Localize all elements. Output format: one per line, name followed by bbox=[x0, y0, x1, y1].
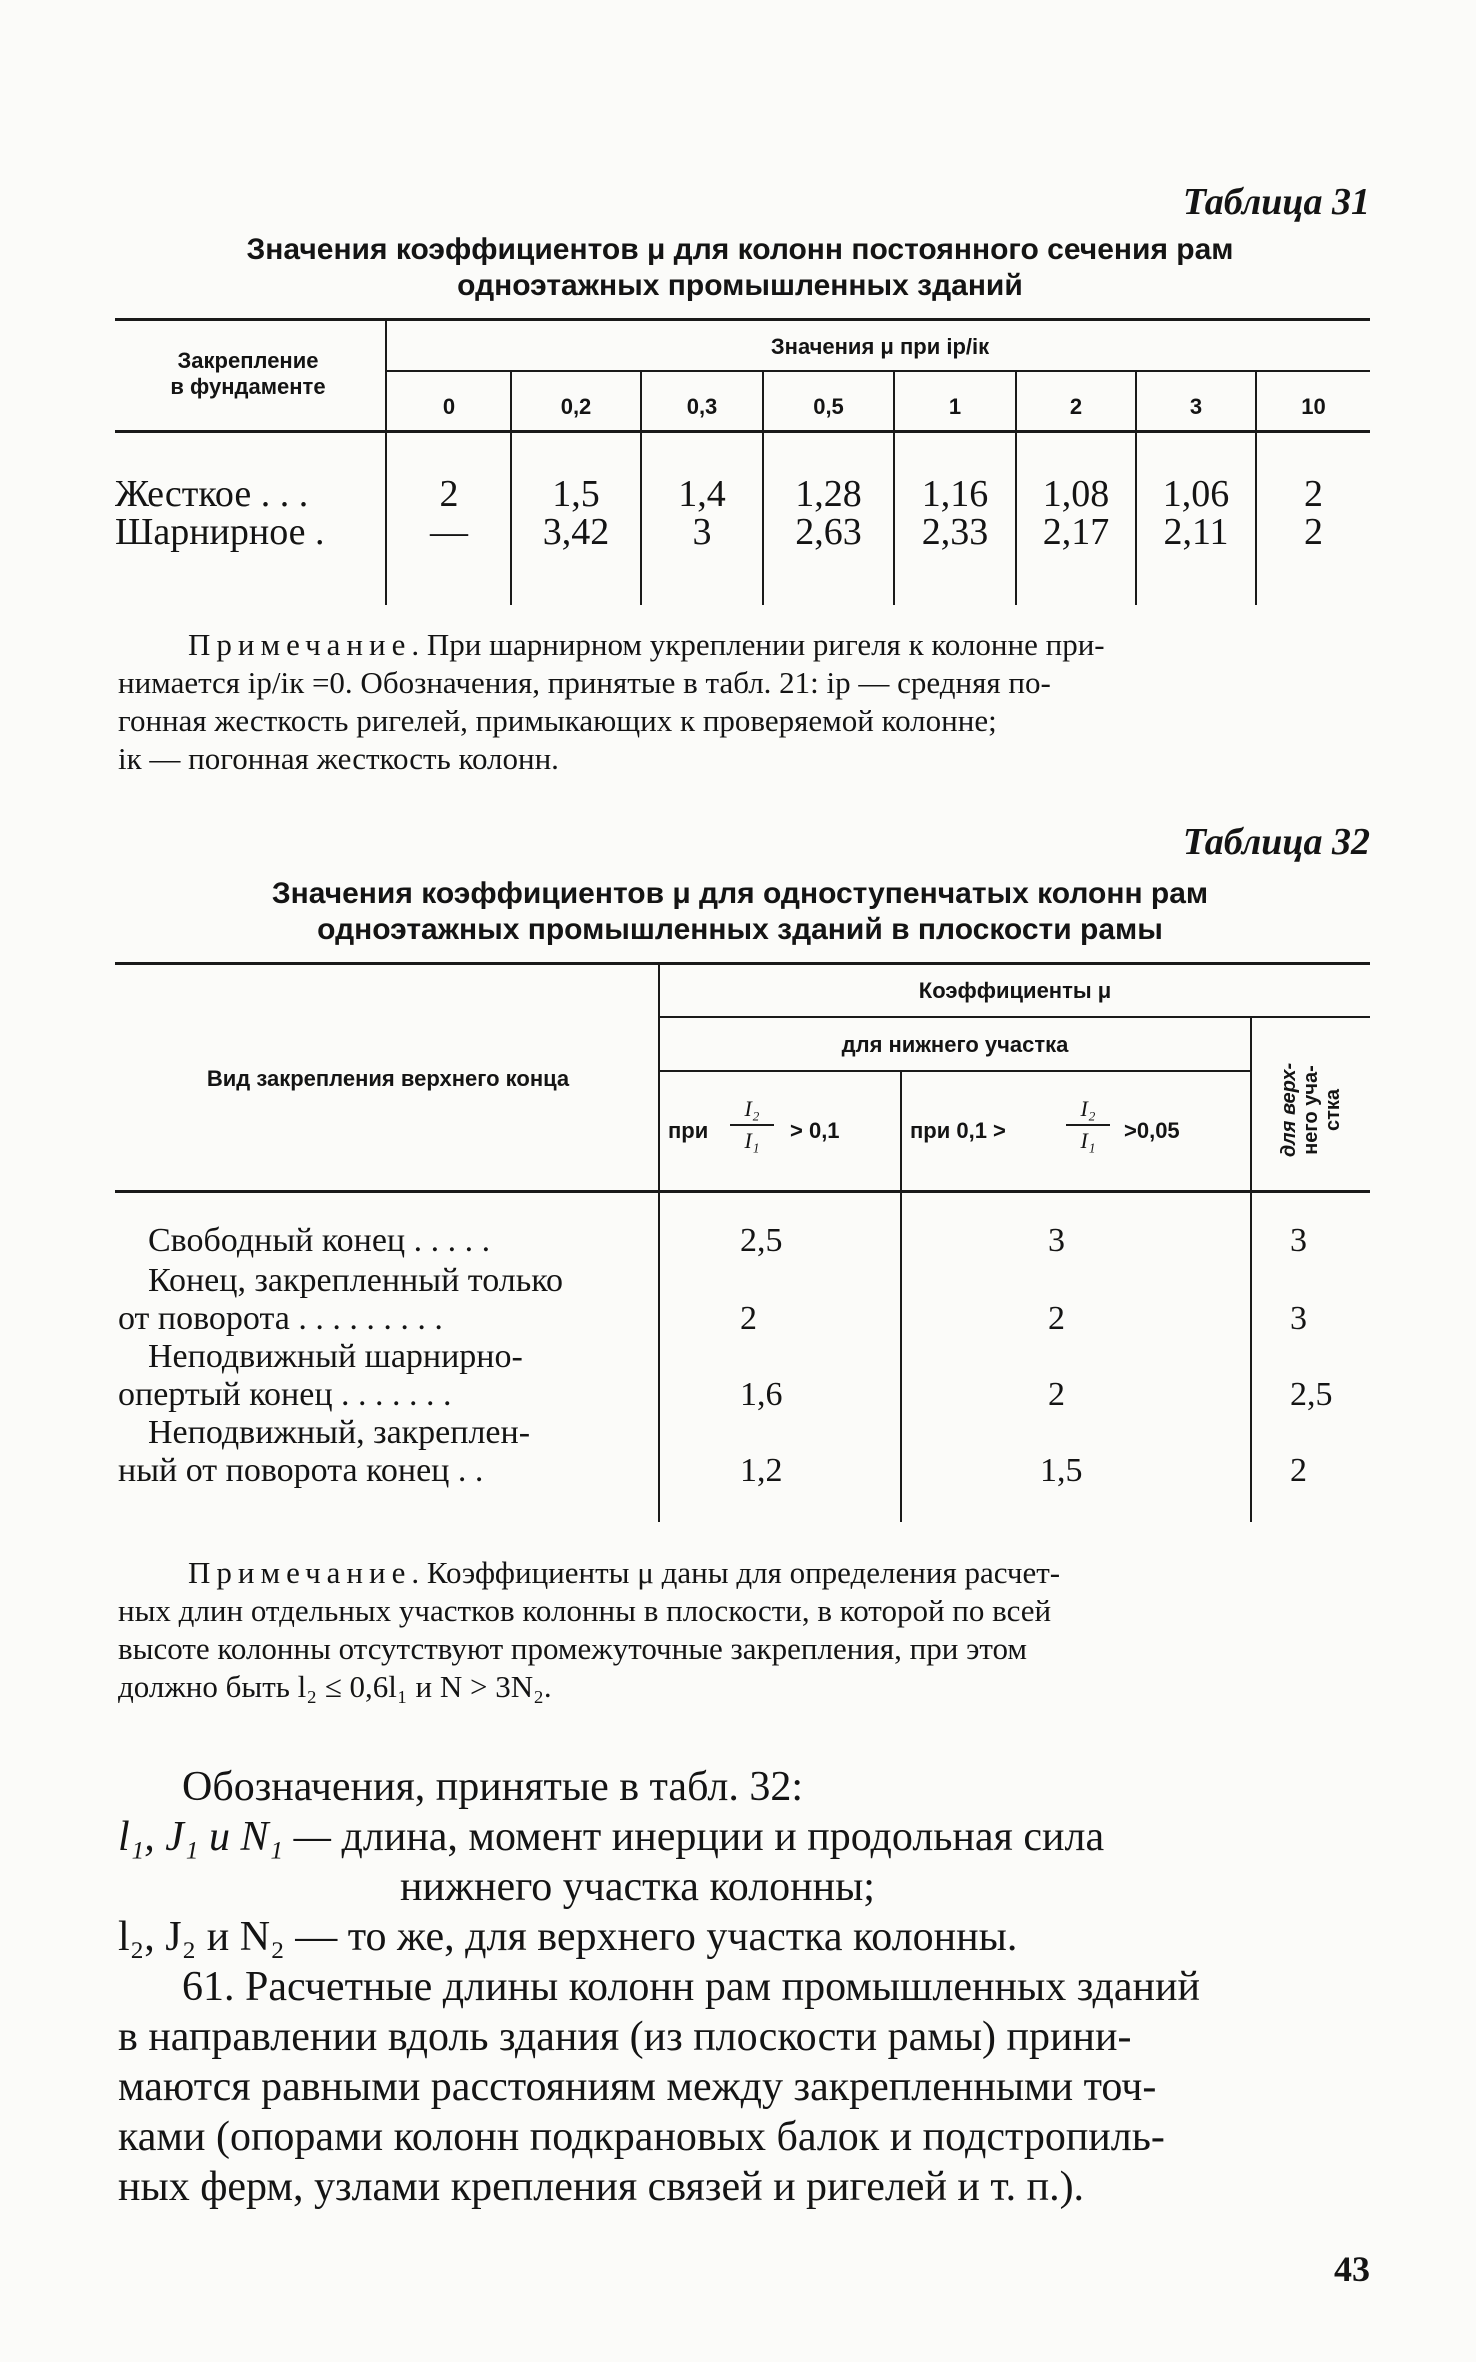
table32-upper-header-line3: стка bbox=[1322, 1088, 1344, 1132]
table31-cell: 2,33 bbox=[921, 511, 989, 553]
table32-row-label-line: Конец, закрепленный только bbox=[148, 1262, 564, 1299]
table31-ratio: 0,2 bbox=[560, 394, 592, 419]
table32-cond1-fraction bbox=[730, 1096, 774, 1154]
table31-cell: 1,5 bbox=[552, 473, 600, 515]
table31-cell: 2 bbox=[1304, 511, 1323, 553]
table31-cell: 1,28 bbox=[795, 473, 862, 515]
fraction-numerator: I₂ bbox=[744, 1096, 760, 1121]
table31-cell: 1,06 bbox=[1162, 473, 1230, 515]
table31-note-line4: iк — погонная жесткость колонн. bbox=[118, 741, 559, 776]
table32-row-label-line: опертый конец . . . . . . . bbox=[118, 1376, 452, 1413]
table31-cell: 2,11 bbox=[1163, 511, 1229, 553]
table31-cell: — bbox=[430, 511, 468, 553]
table32-cell: 1,6 bbox=[740, 1376, 783, 1413]
table31-cell: 1,16 bbox=[921, 473, 989, 515]
table31-title-line1: Значения коэффициентов μ для колонн постоянного сечения рам bbox=[246, 233, 1234, 266]
table32-cell: 2 bbox=[1048, 1376, 1065, 1413]
paragraph-61-line: ных ферм, узлами крепления связей и ригелей и т. п.). bbox=[118, 2164, 1085, 2210]
table31-cell: 2 bbox=[1304, 473, 1323, 515]
table32-caption: Таблица 32 bbox=[1182, 821, 1370, 863]
table31-fix-header-line1: Закрепление bbox=[177, 348, 319, 373]
notation-line1-cont: нижнего участка колонны; bbox=[400, 1864, 875, 1910]
table32-row-label bbox=[118, 1222, 656, 1260]
table32-kind-header: Вид закрепления верхнего конца bbox=[206, 1066, 570, 1091]
table32-row-label-line: Неподвижный, закреплен- bbox=[148, 1414, 531, 1451]
notation-line1-symbols: l₁, J₁ и N₁ — bbox=[118, 1814, 331, 1860]
table32-coeffs-header: Коэффициенты μ bbox=[918, 978, 1112, 1003]
table32-cell: 2 bbox=[1048, 1300, 1065, 1337]
fraction-denominator: I₁ bbox=[744, 1128, 760, 1153]
table32-cond2-value: >0,05 bbox=[1124, 1118, 1180, 1143]
table32-note-line2: ных длин отдельных участков колонны в плоскости, в которой по всей bbox=[118, 1593, 1052, 1628]
table32-cell: 1,5 bbox=[1040, 1452, 1083, 1489]
table32-cell: 2,5 bbox=[740, 1222, 783, 1259]
table31-cell: 2,63 bbox=[795, 511, 862, 553]
table31-title bbox=[110, 232, 1370, 304]
table32-title-line2: одноэтажных промышленных зданий в плоскости рамы bbox=[317, 913, 1163, 946]
table32-note-line1: . Коэффициенты μ даны для определения расчет- bbox=[411, 1555, 1061, 1590]
table31-ratio: 0 bbox=[442, 394, 456, 419]
table31-cell: 1,4 bbox=[678, 473, 726, 515]
table32-note bbox=[118, 1554, 1370, 1706]
paragraph-61 bbox=[118, 1962, 1370, 2212]
table31-ratio: 0,3 bbox=[686, 394, 718, 419]
table32-row-label-line: Свободный конец . . . . . bbox=[148, 1222, 491, 1259]
table32-row-label bbox=[118, 1338, 656, 1414]
table31-cell: 2,17 bbox=[1042, 511, 1110, 553]
table32-row-label bbox=[118, 1414, 656, 1490]
notation-line1-text: длина, момент инерции и продольная сила bbox=[341, 1814, 1105, 1860]
table32-upper-header-line1: для верх- bbox=[1278, 1062, 1300, 1158]
table32-cond1-value: > 0,1 bbox=[790, 1118, 840, 1143]
table31-ratio: 2 bbox=[1069, 394, 1083, 419]
table32-cond2-fraction bbox=[1066, 1096, 1110, 1154]
paragraph-61-line: 61. Расчетные длины колонн рам промышленных зданий bbox=[182, 1964, 1200, 2010]
page-number: 43 bbox=[1334, 2249, 1370, 2289]
table32-upper-header bbox=[1252, 1032, 1370, 1188]
table32-note-lead: Примечание bbox=[188, 1555, 412, 1590]
table32-cell: 2,5 bbox=[1290, 1376, 1333, 1413]
table32-upper-header-line2: него уча- bbox=[1300, 1065, 1322, 1155]
table32-cell: 3 bbox=[1290, 1300, 1307, 1337]
table31-row-label: Шарнирное . bbox=[115, 511, 325, 553]
table32-lower-header: для нижнего участка bbox=[841, 1032, 1069, 1057]
table31-ratio: 3 bbox=[1189, 394, 1203, 419]
table31-fix-header bbox=[118, 348, 378, 400]
table32-row-label-line: Неподвижный шарнирно- bbox=[148, 1338, 523, 1375]
paragraph-61-line: маются равными расстояниям между закрепленными точ- bbox=[118, 2064, 1157, 2110]
fraction-numerator: I₂ bbox=[1080, 1096, 1096, 1121]
table31-caption: Таблица 31 bbox=[1182, 181, 1370, 223]
table31-note-lead: Примечание bbox=[188, 627, 412, 662]
table32-row-label bbox=[118, 1262, 656, 1338]
table31-cell: 3,42 bbox=[542, 511, 610, 553]
table32-note-line3: высоте колонны отсутствуют промежуточные закрепления, при этом bbox=[118, 1631, 1028, 1666]
table31-ratio: 0,5 bbox=[813, 394, 844, 419]
table31-cell: 2 bbox=[439, 473, 459, 515]
table31-note-line1: . При шарнирном укреплении ригеля к колонне при- bbox=[411, 627, 1105, 662]
notation-heading: Обозначения, принятые в табл. 32: bbox=[182, 1764, 804, 1810]
table32-title-line1: Значения коэффициентов μ для одноступенчатых колонн рам bbox=[271, 877, 1209, 910]
notation-line1 bbox=[118, 1812, 1370, 1862]
table32-row-label-line: от поворота . . . . . . . . . bbox=[118, 1300, 443, 1337]
paragraph-61-line: в направлении вдоль здания (из плоскости рамы) прини- bbox=[118, 2014, 1132, 2060]
table31-ratio: 1 bbox=[948, 394, 962, 419]
table31-row-label: Жесткое . . . bbox=[115, 473, 309, 515]
notation-line2: l₂, J₂ и N₂ — то же, для верхнего участка колонны. bbox=[118, 1914, 1018, 1960]
table31-cell: 3 bbox=[692, 511, 712, 553]
fraction-denominator: I₁ bbox=[1080, 1128, 1096, 1153]
table31-note-line3: гонная жесткость ригелей, примыкающих к проверяемой колонне; bbox=[118, 703, 997, 738]
notation-block bbox=[118, 1762, 1370, 1962]
table32-cond2-label: при 0,1 > bbox=[910, 1118, 1006, 1143]
table32-cond1-label: при bbox=[668, 1118, 709, 1143]
table31-note bbox=[118, 626, 1370, 778]
table32-cell: 2 bbox=[1290, 1452, 1307, 1489]
table31-title-line2: одноэтажных промышленных зданий bbox=[457, 269, 1023, 302]
table32-note-line4: должно быть l₂ ≤ 0,6l₁ и N > 3N₂. bbox=[118, 1669, 552, 1704]
table32-row-label-line: ный от поворота конец . . bbox=[118, 1452, 484, 1489]
table32-cell: 3 bbox=[1290, 1222, 1307, 1259]
table32-cell: 3 bbox=[1048, 1222, 1065, 1259]
table32-cell: 1,2 bbox=[740, 1452, 783, 1489]
paragraph-61-line: ками (опорами колонн подкрановых балок и подстропиль- bbox=[118, 2114, 1165, 2160]
table32-cell: 2 bbox=[740, 1300, 757, 1337]
table31-ratio: 10 bbox=[1301, 394, 1326, 419]
table31-values-header: Значения μ при iр/iк bbox=[770, 334, 990, 359]
table31-fix-header-line2: в фундаменте bbox=[170, 374, 326, 399]
table32-title bbox=[110, 876, 1370, 948]
table31-note-line2: нимается iр/iк =0. Обозначения, принятые в табл. 21: iр — средняя по- bbox=[118, 665, 1051, 700]
table31-cell: 1,08 bbox=[1042, 473, 1110, 515]
